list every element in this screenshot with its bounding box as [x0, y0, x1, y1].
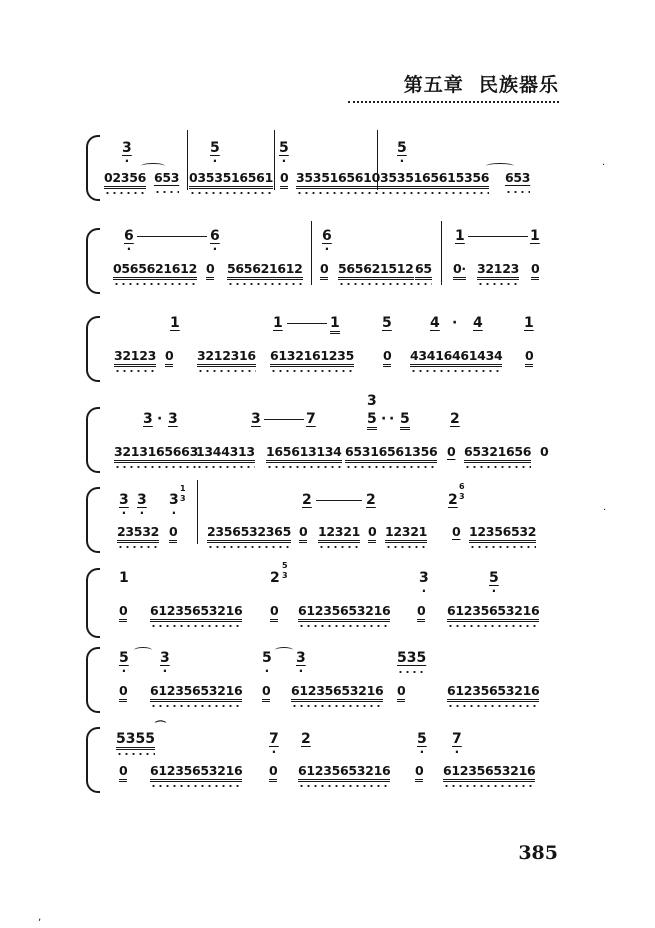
lower-rest: 0	[525, 350, 533, 367]
upper-note: 3 ·	[296, 651, 306, 665]
upper-note: 1	[455, 228, 465, 244]
upper-note: 5 ·	[262, 651, 272, 665]
lower-notes: 61235653216	[150, 765, 242, 782]
header-dotted-rule	[348, 101, 559, 103]
lower-rest: 0	[262, 685, 270, 702]
lower-notes: 653	[154, 170, 180, 185]
upper-note: 2	[448, 492, 458, 508]
sustain-line	[137, 236, 207, 237]
upper-note: 1	[330, 316, 340, 334]
upper-note: 2	[450, 411, 460, 427]
lower-notes: 02356	[104, 172, 146, 189]
lower-notes: 565621612	[227, 263, 303, 280]
barline	[187, 130, 188, 190]
lower-rest: 0	[368, 526, 376, 543]
lower-notes: 61235653216	[291, 685, 383, 702]
lower-notes: 653	[505, 170, 531, 185]
upper-note: 3	[168, 411, 178, 427]
upper-note: 6 ·	[322, 229, 332, 243]
upper-note: 3 ·	[160, 651, 170, 665]
lower-notes: 1344313	[196, 446, 255, 463]
lower-notes: 2356532365	[207, 526, 291, 543]
sustain-line	[287, 323, 327, 324]
upper-note: 6 ·	[210, 229, 220, 243]
upper-note: 3 ·	[119, 493, 129, 507]
upper-note: 3 ·	[122, 141, 132, 155]
upper-note: 2	[302, 492, 312, 508]
lower-rest: 0	[165, 350, 173, 367]
tie-arc	[134, 647, 152, 653]
lower-notes: 565621512	[338, 263, 414, 280]
lower-notes: 32123	[477, 263, 519, 280]
page-number: 385	[518, 842, 558, 864]
upper-notes: 5355	[116, 732, 155, 750]
system-brace	[86, 487, 100, 553]
lower-notes: 3535165615356	[380, 172, 489, 189]
lower-notes: 61235653216	[298, 605, 390, 622]
upper-note: 5 ·	[417, 732, 427, 746]
lower-rest: 0	[417, 605, 425, 622]
upper-note: 6 ·	[124, 229, 134, 243]
upper-note: 5	[382, 315, 392, 331]
upper-note: 7 ·	[452, 732, 462, 746]
tie-arc	[486, 163, 514, 169]
upper-note: 5 ·	[119, 651, 129, 665]
system-brace	[86, 647, 100, 713]
scan-speck: ·	[603, 505, 607, 516]
upper-note: 2	[366, 492, 376, 508]
barline	[197, 480, 198, 544]
upper-note: 5 ·	[489, 571, 499, 585]
lower-notes: 43416461434	[410, 350, 502, 367]
lower-rest: 0	[169, 526, 177, 543]
chapter-header: 第五章 民族器乐	[403, 74, 559, 96]
upper-note: 2	[301, 731, 311, 747]
lower-rest: 0	[206, 263, 214, 280]
upper-note: 5	[400, 412, 410, 430]
lower-rest: 0·	[453, 263, 466, 280]
lower-notes: 3212316	[197, 350, 256, 367]
upper-note: 3 ·	[419, 571, 429, 585]
sustain-line	[264, 419, 304, 420]
dot-marker: ·	[452, 315, 458, 331]
lower-rest: 0	[119, 605, 127, 622]
system-brace	[86, 316, 100, 382]
upper-note: 5	[367, 412, 377, 430]
lower-notes: 12321	[385, 526, 427, 543]
upper-notes: 535	[397, 650, 427, 666]
lower-notes: 61235653216	[443, 765, 535, 782]
lower-notes: 61235653216	[447, 605, 539, 622]
barline	[274, 130, 275, 190]
lower-rest: 0	[397, 685, 405, 702]
lower-rest: 0	[452, 524, 461, 539]
lower-notes: 65321656	[464, 446, 531, 463]
upper-note: 7	[306, 411, 316, 427]
grace-note: 1	[180, 484, 186, 493]
lower-notes: 23532	[117, 526, 159, 543]
grace-note: 5	[282, 561, 288, 570]
scan-speck: ‚	[38, 912, 42, 923]
upper-note: 3	[143, 411, 153, 427]
tie-arc	[141, 163, 165, 169]
lower-rest: 0	[540, 444, 549, 459]
lower-rest: 0	[119, 765, 127, 782]
lower-notes: 3213165663	[114, 446, 198, 463]
lower-rest: 0	[269, 765, 277, 782]
lower-notes: 61235653216	[150, 685, 242, 702]
lower-notes: 65	[415, 263, 432, 280]
system-brace	[86, 228, 100, 294]
lower-rest: 0	[299, 526, 307, 543]
lower-rest: 0	[447, 444, 456, 459]
upper-note: 7 ·	[269, 732, 279, 746]
grace-note: 3	[180, 494, 186, 503]
tie-arc	[275, 647, 293, 653]
lower-notes: 0353516561	[189, 172, 273, 189]
upper-note: 3 ·	[169, 493, 179, 507]
dot-marker: ·	[157, 411, 163, 427]
lower-notes: 6132161235	[270, 350, 354, 367]
grace-note: 3	[282, 571, 288, 580]
upper-note: 1	[170, 315, 180, 331]
upper-note: 3	[367, 393, 377, 409]
lower-rest: 0	[320, 263, 328, 280]
upper-note: 4	[473, 315, 483, 331]
upper-note: 5 ·	[210, 141, 220, 155]
dot-marker: ·	[389, 411, 395, 427]
upper-note: 3	[251, 411, 261, 427]
lower-notes: 0565621612	[113, 263, 197, 280]
lower-notes: 61235653216	[150, 605, 242, 622]
lower-rest: 0	[270, 605, 278, 622]
lower-rest: 0	[383, 350, 391, 367]
lower-notes: 65316561356	[345, 446, 437, 463]
system-brace	[86, 727, 100, 793]
lower-notes: 12321	[318, 526, 360, 543]
sustain-line	[316, 500, 362, 501]
grace-note: 6	[459, 482, 465, 491]
fermata-icon: ⌒	[155, 720, 166, 733]
system-brace	[86, 568, 100, 638]
barline	[441, 221, 442, 285]
upper-note: 3 ·	[137, 493, 147, 507]
upper-note: 1	[530, 228, 540, 244]
grace-note: 3	[459, 492, 465, 501]
sustain-line	[468, 236, 528, 237]
lower-rest: 0	[531, 263, 539, 280]
upper-note: 1	[524, 315, 534, 331]
upper-note: 1	[273, 315, 283, 331]
lower-notes: 32123	[114, 350, 156, 367]
upper-note: 4	[430, 315, 440, 331]
system-brace	[86, 135, 100, 201]
lower-rest: 0	[119, 685, 127, 702]
dot-marker: ·	[381, 411, 387, 427]
lower-rest: 0	[280, 172, 288, 189]
upper-note: 2	[270, 570, 280, 586]
upper-note: 5 ·	[279, 141, 289, 155]
upper-note: 5 ·	[397, 141, 407, 155]
upper-note: 1	[119, 570, 129, 586]
scan-speck: ·	[602, 160, 606, 171]
lower-rest: 0	[415, 765, 423, 782]
lower-notes: 61235653216	[298, 765, 390, 782]
lower-notes: 61235653216	[447, 685, 539, 702]
lower-notes: 3535165610	[296, 172, 380, 189]
lower-notes: 165613134	[266, 446, 342, 463]
lower-notes: 12356532	[469, 526, 536, 543]
system-brace	[86, 407, 100, 473]
barline	[311, 221, 312, 285]
